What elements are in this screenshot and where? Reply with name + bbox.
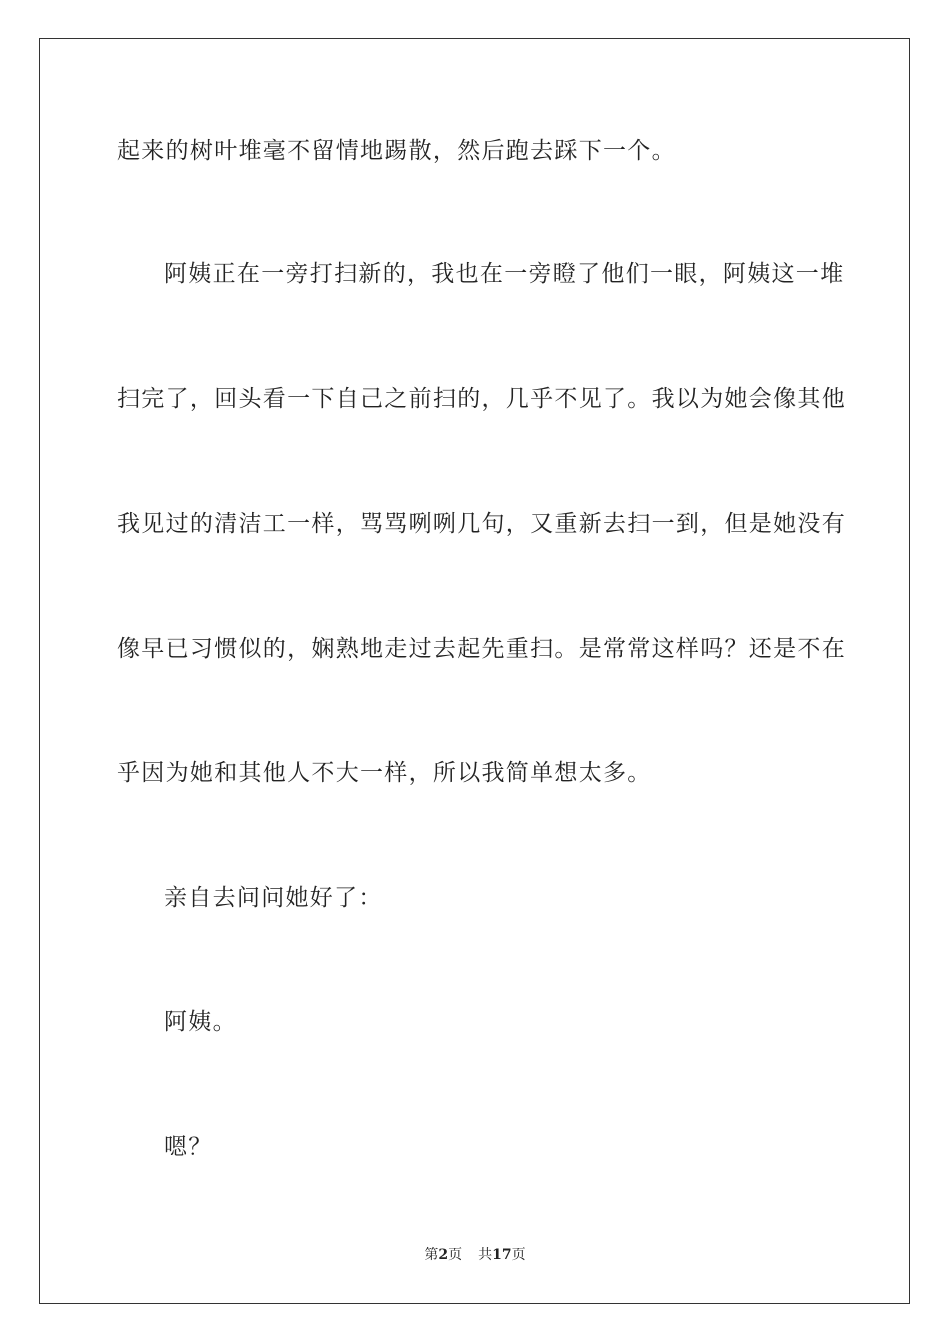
text-line-6: 乎因为她和其他人不大一样，所以我简单想太多。 [117, 760, 652, 786]
footer-page-suffix: 页 [448, 1247, 463, 1263]
footer-total-prefix: 共 [478, 1247, 493, 1263]
text-line-8: 阿姨。 [164, 1009, 237, 1035]
footer-total-pages: 17 [492, 1247, 512, 1263]
text-line-9: 嗯？ [164, 1134, 213, 1160]
text-line-4: 我见过的清洁工一样，骂骂咧咧几句，又重新去扫一到，但是她没有 [117, 511, 846, 537]
text-line-2: 阿姨正在一旁打扫新的，我也在一旁瞪了他们一眼，阿姨这一堆 [164, 261, 845, 287]
footer-prefix: 第 [424, 1247, 439, 1263]
text-line-3: 扫完了，回头看一下自己之前扫的，几乎不见了。我以为她会像其他 [117, 386, 846, 412]
page-footer [0, 1246, 950, 1264]
page-border [39, 38, 910, 1304]
text-line-1: 起来的树叶堆毫不留情地踢散，然后跑去踩下一个。 [117, 138, 676, 164]
text-line-5: 像早已习惯似的，娴熟地走过去起先重扫。是常常这样吗？还是不在 [117, 636, 846, 662]
footer-total-suffix: 页 [511, 1247, 526, 1263]
text-line-7: 亲自去问问她好了： [164, 885, 383, 911]
footer-page-number: 2 [438, 1247, 449, 1263]
